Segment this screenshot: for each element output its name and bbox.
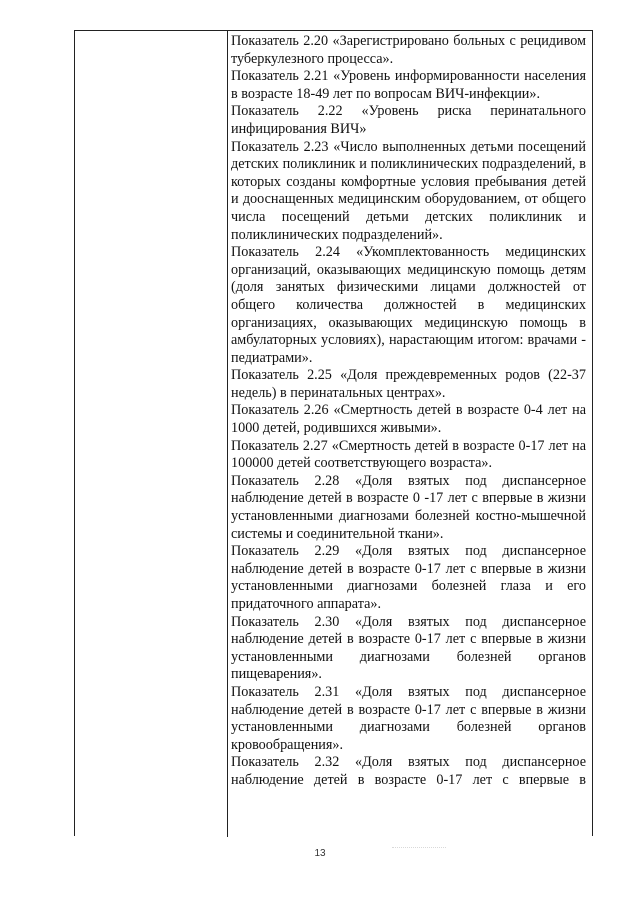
indicator-2-22: Показатель 2.22 «Уровень риска перинатального инфицирования ВИЧ» [231, 103, 586, 137]
indicator-2-21: Показатель 2.21 «Уровень информированности населения в возрасте 18-49 лет по вопросам ВИЧ-инфекции». [231, 68, 586, 102]
indicator-2-24: Показатель 2.24 «Укомплектованность медицинских организаций, оказывающих медицинскую помощь детям (доля занятых физическими лицами должностей от общего количества должностей в медицинских организациях, оказывающих медицинскую помощь в амбулаторных условиях), нарастающим итогом: врачами - педиатрами». [231, 244, 586, 366]
indicator-2-20: Показатель 2.20 «Зарегистрировано больных с рецидивом туберкулезного процесса». [231, 33, 586, 67]
indicator-2-26: Показатель 2.26 «Смертность детей в возрасте 0-4 лет на 1000 детей, родившихся живыми». [231, 402, 586, 437]
indicators-cell [231, 33, 586, 790]
indicator-2-29: Показатель 2.29 «Доля взятых под диспансерное наблюдение детей в возрасте 0-17 лет с впервые в жизни установленными диагнозами болезней глаза и его придаточного аппарата». [231, 543, 586, 612]
indicator-2-30: Показатель 2.30 «Доля взятых под диспансерное наблюдение детей в возрасте 0-17 лет с впервые в жизни установленными диагнозами болезней органов пищеварения». [231, 613, 586, 683]
page-number: 13 [314, 848, 326, 859]
indicator-2-31: Показатель 2.31 «Доля взятых под диспансерное наблюдение детей в возрасте 0-17 лет с впервые в жизни установленными диагнозами болезней органов кровообращения». [231, 683, 586, 753]
indicator-2-25: Показатель 2.25 «Доля преждевременных родов (22-37 недель) в перинатальных центрах». [231, 367, 586, 401]
indicator-2-27: Показатель 2.27 «Смертность детей в возрасте 0-17 лет на 100000 детей соответствующего возраста». [231, 437, 586, 472]
indicators-table [74, 30, 593, 836]
indicator-2-28: Показатель 2.28 «Доля взятых под диспансерное наблюдение детей в возрасте 0 -17 лет с впервые в жизни установленными диагнозами болезней костно-мышечной системы и соединительной ткани». [231, 472, 586, 542]
column-divider [227, 31, 228, 837]
indicator-2-32: Показатель 2.32 «Доля взятых под диспансерное наблюдение детей в возрасте 0-17 лет с впервые в [231, 754, 586, 788]
indicator-2-23: Показатель 2.23 «Число выполненных детьми посещений детских поликлиник и поликлинических подразделений, в которых созданы комфортные условия пребывания детей и дооснащенных медицинским оборудованием, от общего числа посещений детьми детских поликлиник и поликлинических подразделений». [231, 138, 586, 243]
